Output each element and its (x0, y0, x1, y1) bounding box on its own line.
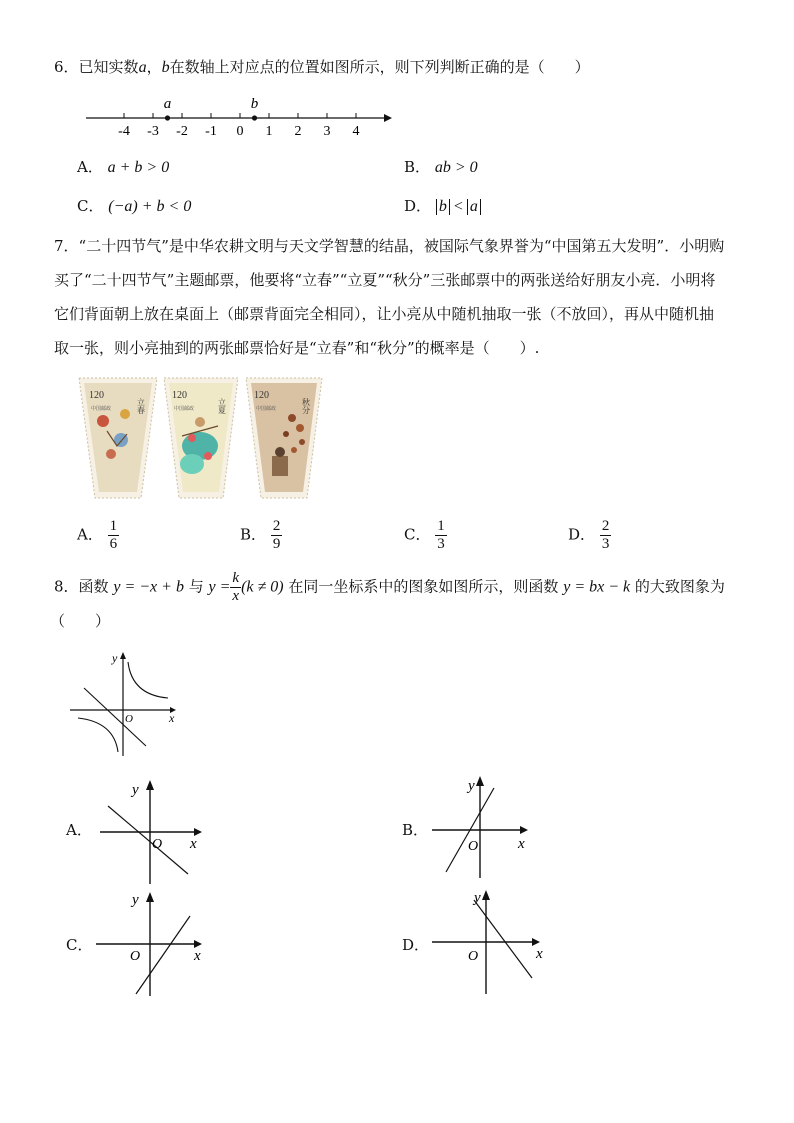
q7-line-1: “二十四节气”是中华农耕文明与天文学智慧的结晶，被国际气象界誉为“中国第五大发明”．小明购 (78, 237, 725, 255)
stamp-lixia-name: 立夏 (217, 398, 227, 414)
number-line-tick-label: 2 (294, 124, 302, 138)
q6-stem (54, 57, 590, 78)
q8-text-3: 在同一坐标系中的图象如图所示，则函数 (288, 577, 559, 596)
q8-main-graph (66, 650, 186, 760)
option-d-origin-label: O (468, 949, 479, 964)
q7-option-d-letter: D． (568, 525, 596, 544)
q6-option-a-letter: A． (77, 158, 103, 176)
main-axis-x-label: x (169, 711, 175, 725)
q8-option-a-graph[interactable] (96, 776, 216, 886)
q8-func-2-frac (230, 570, 241, 605)
number-line-point-label-b: b (250, 96, 259, 112)
option-d-axis-x-label: x (536, 946, 543, 962)
q7-option-a-letter: A． (77, 525, 103, 544)
q6-sep: ， (146, 58, 162, 76)
number-line-tick-label: -2 (176, 124, 188, 138)
q6-option-b-letter: B． (404, 158, 431, 176)
q7-option-d-frac (600, 518, 612, 553)
q8-option-d[interactable] (402, 935, 429, 955)
stamp-lixia-value: 120 (172, 390, 187, 401)
number-line-tick-label: -4 (118, 124, 130, 138)
q7-option-b-den: 9 (272, 536, 281, 552)
q7-option-b-num: 2 (272, 518, 281, 534)
q7-option-d-den: 3 (601, 536, 610, 552)
q8-text-1: 函数 (78, 577, 109, 596)
number-line-tick-label: -1 (205, 124, 217, 138)
q7-option-a-frac (108, 518, 120, 553)
q8-stem (54, 570, 725, 605)
q8-option-a[interactable] (66, 820, 92, 840)
option-a-axis-x-label: x (190, 836, 197, 852)
q7-option-d[interactable] (568, 518, 611, 553)
q8-option-c-graph[interactable] (92, 888, 212, 998)
q7-option-b[interactable] (240, 518, 282, 553)
option-b-axis-x-label: x (518, 836, 525, 852)
stamp-qiufen-name: 秋分 (301, 398, 311, 414)
q8-text-2: 与 (188, 577, 204, 596)
q7-option-b-letter: B． (240, 525, 267, 544)
stamp-qiufen (244, 376, 324, 500)
number-line-tick-label: 4 (352, 124, 360, 138)
number-line-point-label-a: a (163, 96, 172, 112)
main-axis-y-label: y (112, 651, 118, 665)
q6-option-b[interactable] (404, 157, 478, 178)
q6-option-a[interactable] (77, 157, 169, 178)
number-line-point-b (252, 115, 257, 120)
option-c-origin-label: O (130, 949, 141, 964)
q7-option-c-letter: C． (404, 525, 431, 544)
q6-var-a: a (138, 59, 147, 76)
q8-option-b-graph[interactable] (428, 772, 548, 880)
q7-option-b-frac (271, 518, 283, 553)
stamp-lichun-brand: 中国邮政 (91, 407, 112, 412)
q6-text-a: 已知实数 (78, 58, 139, 76)
q8-option-c[interactable] (66, 935, 92, 955)
q7-stem-line-3: 它们背面朝上放在桌面上（邮票背面完全相同），让小亮从中随机抽取一张（不放回），再从中随机抽 (54, 305, 715, 323)
q8-func-2-num: k (232, 570, 240, 586)
number-line-tick-label: 1 (265, 124, 273, 138)
q8-func-3: y = bx − k (563, 578, 631, 596)
option-c-axis-x-label: x (194, 948, 201, 964)
main-origin-label: O (125, 713, 133, 725)
stamp-lichun-name: 立春 (136, 398, 146, 414)
stamp-qiufen-brand: 中国邮政 (256, 407, 277, 412)
q8-func-2-cond: (k ≠ 0) (241, 578, 284, 596)
q7-option-c[interactable] (404, 518, 447, 553)
q8-func-2-lhs: y = (208, 578, 231, 596)
q7-option-c-num: 1 (437, 518, 445, 534)
q7-option-a-num: 1 (109, 518, 118, 534)
q6-option-c-expr: (−a) + b < 0 (108, 198, 192, 215)
q7-stem-line-1 (54, 236, 724, 256)
q6-option-d-abs-a: a (467, 199, 481, 215)
q6-option-d-abs-b: b (436, 199, 450, 215)
q6-option-c[interactable] (77, 196, 191, 217)
q6-option-d-letter: D． (404, 197, 432, 215)
stamp-lixia (162, 376, 240, 500)
q6-option-d[interactable] (404, 196, 481, 217)
stamp-qiufen-value: 120 (254, 390, 269, 401)
q8-answer-paren: （ ） (50, 612, 111, 630)
q6-option-b-expr: ab > 0 (434, 159, 478, 176)
option-c-axis-y-label: y (132, 892, 139, 908)
q7-option-c-frac (435, 518, 447, 553)
q7-option-a-den: 6 (109, 536, 118, 552)
q8-option-d-graph[interactable] (428, 884, 552, 996)
q8-text-4: 的大致图象为 (634, 577, 725, 596)
q7-option-d-num: 2 (601, 518, 610, 534)
stamp-lichun (77, 376, 159, 500)
number-line-tick-label: 3 (323, 124, 331, 138)
q7-number: 7． (54, 237, 79, 255)
q8-option-a-letter: A． (66, 821, 92, 839)
q8-func-1: y = −x + b (113, 578, 184, 596)
number-line-arrow (384, 114, 392, 122)
q7-option-a[interactable] (77, 518, 119, 553)
q8-func-2-den: x (232, 588, 240, 604)
stamp-lichun-value: 120 (89, 390, 104, 401)
q8-number: 8． (54, 577, 79, 596)
q6-text-b: 在数轴上对应点的位置如图所示，则下列判断正确的是（ ） (169, 58, 590, 76)
q8-option-d-letter: D． (402, 936, 430, 954)
q8-option-b[interactable] (402, 820, 428, 840)
q6-option-d-lt: < (449, 198, 467, 215)
q8-option-c-letter: C． (66, 936, 93, 954)
q7-stem-line-4: 取一张，则小亮抽到的两张邮票恰好是“立春”和“秋分”的概率是（ ）. (54, 339, 540, 357)
option-d-axis-y-label: y (474, 890, 481, 906)
q6-var-b: b (161, 59, 170, 76)
q6-option-a-expr: a + b > 0 (107, 159, 170, 176)
number-line-tick-label: 0 (236, 124, 244, 138)
number-line-point-a (165, 115, 170, 120)
option-b-axis-y-label: y (468, 778, 475, 794)
q7-stem-line-2: 买了“二十四节气”主题邮票，他要将“立春”“立夏”“秋分”三张邮票中的两张送给好朋友小亮．小明将 (54, 271, 716, 289)
q8-option-b-letter: B． (402, 821, 429, 839)
q6-option-c-letter: C． (77, 197, 104, 215)
q6-number: 6． (54, 58, 79, 76)
number-line-tick-label: -3 (147, 124, 159, 138)
q7-option-c-den: 3 (437, 536, 445, 552)
option-a-origin-label: O (152, 837, 163, 852)
option-b-origin-label: O (468, 839, 479, 854)
stamp-lixia-brand: 中国邮政 (174, 407, 195, 412)
option-a-axis-y-label: y (132, 782, 139, 798)
q6-number-line (80, 88, 400, 138)
